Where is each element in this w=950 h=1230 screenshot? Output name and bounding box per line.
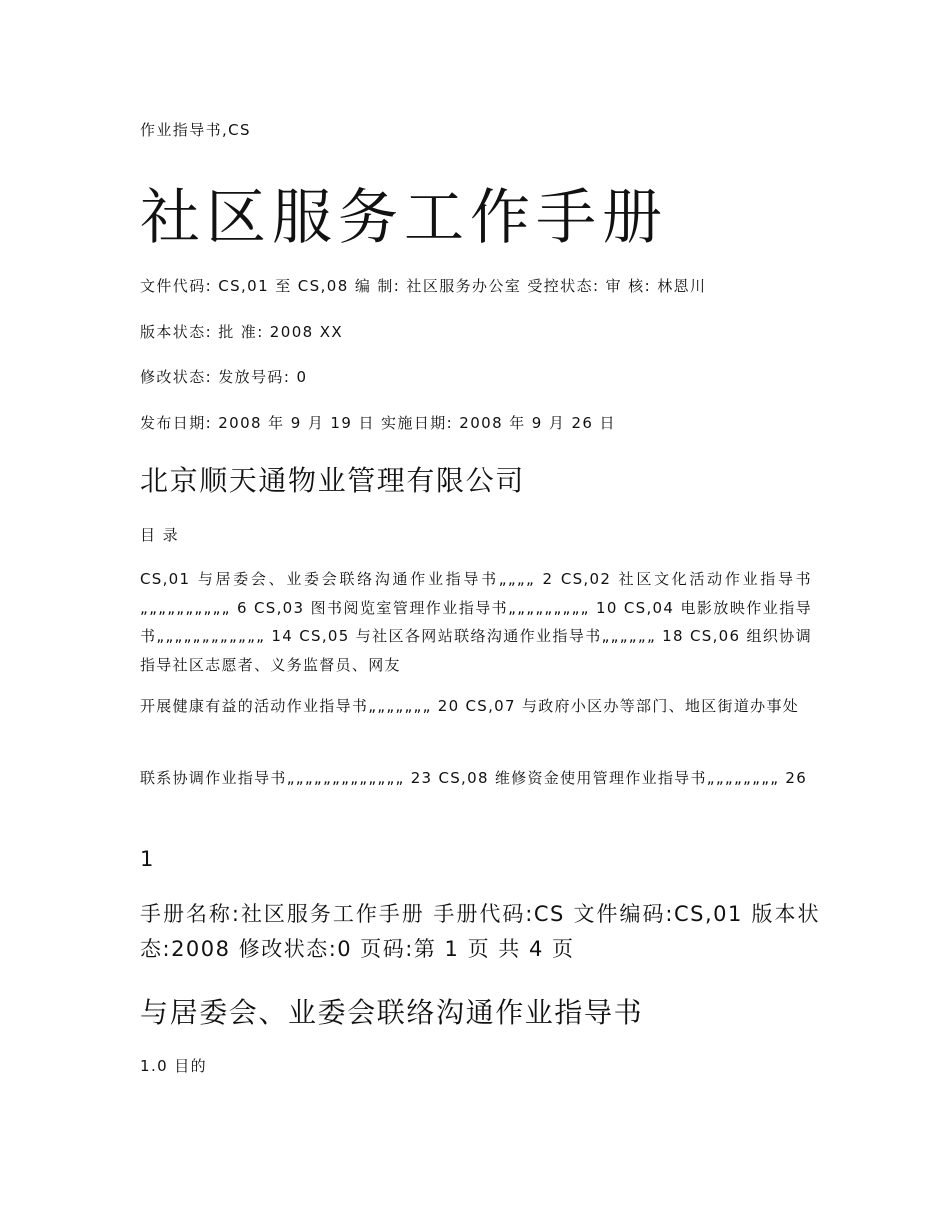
document-type-label: 作业指导书,CS	[140, 121, 251, 139]
toc-heading: 目 录	[140, 526, 179, 544]
manual-info-header: 手册名称:社区服务工作手册 手册代码:CS 文件编码:CS,01 版本状态:2008 修改状态:0 页码:第 1 页 共 4 页	[140, 902, 820, 961]
meta-dates-line: 发布日期: 2008 年 9 月 19 日 实施日期: 2008 年 9 月 26 日	[140, 414, 616, 432]
document-title: 社区服务工作手册	[140, 183, 668, 253]
toc-paragraph-1: CS,01 与居委会、业委会联络沟通作业指导书„„„„ 2 CS,02 社区文化活动作业指导书„„„„„„„„„„ 6 CS,03 图书阅览室管理作业指导书„„„„„„„„„ 10 CS,04 电影放映作业指导书„„„„„„„„„„„„ 14 CS,05 与社区各网站联络沟通作业指导书„„„„„„ 18 CS,06 组织协调指导社区志愿者、义务监督员、网友	[140, 570, 812, 674]
toc-paragraph-2: 开展健康有益的活动作业指导书„„„„„„„ 20 CS,07 与政府小区办等部门、地区街道办事处	[140, 697, 800, 715]
document-page	[140, 0, 820, 1230]
section-item-purpose: 1.0 目的	[140, 1057, 208, 1075]
toc-paragraph-3: 联系协调作业指导书„„„„„„„„„„„„„ 23 CS,08 维修资金使用管理作业指导书„„„„„„„„ 26	[140, 769, 808, 787]
company-name: 北京顺天通物业管理有限公司	[140, 464, 525, 497]
section-title: 与居委会、业委会联络沟通作业指导书	[140, 996, 644, 1029]
meta-version-line: 版本状态: 批 准: 2008 XX	[140, 323, 344, 341]
meta-revision-line: 修改状态: 发放号码: 0	[140, 368, 308, 386]
page-number: 1	[140, 847, 154, 871]
meta-file-code-line: 文件代码: CS,01 至 CS,08 编 制: 社区服务办公室 受控状态: 审 核: 林恩川	[140, 277, 707, 295]
